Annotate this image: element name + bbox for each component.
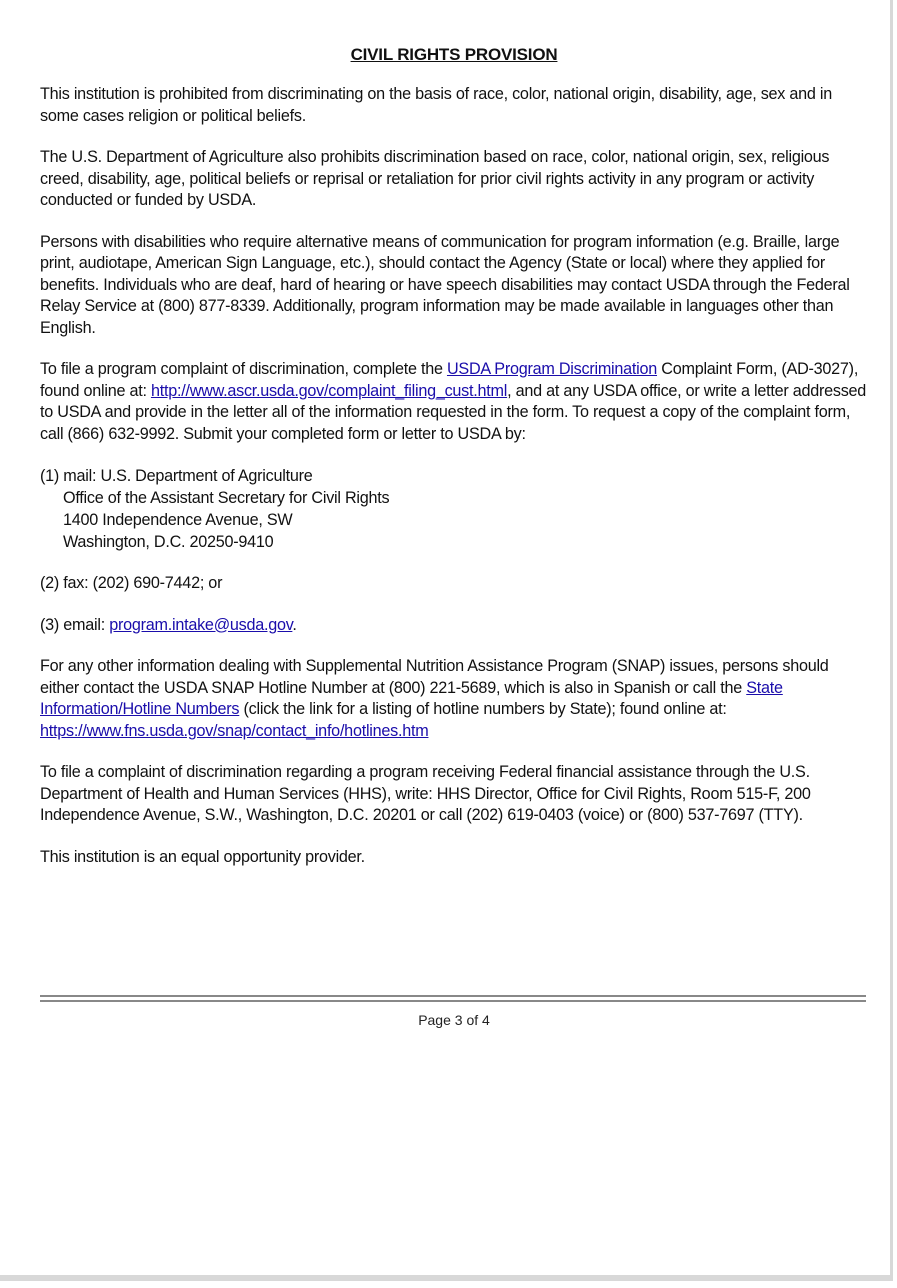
ascr-url-link[interactable]: http://www.ascr.usda.gov/complaint_filing_cust.html <box>150 381 508 400</box>
text-segment: (click the link for a listing of hotline numbers by State); found online at: <box>239 700 727 718</box>
paragraph-equal-opportunity: This institution is an equal opportunity provider. <box>40 847 365 866</box>
paragraph-snap-info <box>40 656 868 742</box>
mail-address-block <box>40 465 868 553</box>
state-hotline-link[interactable]: State Information/Hotline Numbers <box>40 678 783 718</box>
text-segment: To file a program complaint of discrimination, complete the <box>40 360 447 378</box>
email-line <box>40 615 868 637</box>
mail-line: 1400 Independence Avenue, SW <box>63 511 293 529</box>
paragraph-disabilities: Persons with disabilities who require alternative means of communication for program information (e.g. Braille, large print, audiotape, American Sign Language, etc.), should contact the Agency (State or local) where they applied for benefits. Individuals who are deaf, hard of hearing or have speech disabilities may contact USDA through the Federal Relay Service at (800) 877-8339. Additionally, program information may be made available in languages other than English. <box>40 232 850 337</box>
paragraph-prohibition: This institution is prohibited from discriminating on the basis of race, color, national origin, disability, age, sex and in some cases religion or political beliefs. <box>40 85 832 125</box>
page-title: CIVIL RIGHTS PROVISION <box>350 45 558 64</box>
email-link[interactable]: program.intake@usda.gov <box>109 615 293 634</box>
paragraph-file-complaint <box>40 359 868 445</box>
text-segment: For any other information dealing with Supplemental Nutrition Assistance Program (SNAP) issues, persons should either contact the USDA SNAP Hotline Number at (800) 221-5689, which is also in Spanish or call the <box>40 657 829 697</box>
paragraph-usda-prohibits: The U.S. Department of Agriculture also prohibits discrimination based on race, color, national origin, sex, religious creed, disability, age, political beliefs or reprisal or retaliation for prior civil rights activity in any program or activity conducted or funded by USDA. <box>40 148 830 209</box>
fax-line: (2) fax: (202) 690-7442; or <box>40 574 223 592</box>
footer-divider <box>40 995 866 1002</box>
text-segment: , and at any USDA office, or write a letter addressed to USDA and provide in the letter all of the information requested in the form. To request a copy of the complaint form, call (866) 632-9992. Submit your completed form or letter to USDA by: <box>40 381 867 443</box>
complaint-form-link[interactable]: USDA Program Discrimination <box>446 360 658 378</box>
mail-line: (1) mail: U.S. Department of Agriculture <box>40 467 313 485</box>
document-body <box>40 44 868 888</box>
text-segment: Complaint Form, (AD-3027), found online at: <box>40 360 859 400</box>
paragraph-hhs-complaint: To file a complaint of discrimination regarding a program receiving Federal financial assistance through the U.S. Department of Health and Human Services (HHS), write: HHS Director, Office for Civil Rights, Room 515-F, 200 Independence Avenue, S.W., Washington, D.C. 20201 or call (202) 619-0403 (voice) or (800) 537-7697 (TTY). <box>40 763 811 824</box>
mail-line: Office of the Assistant Secretary for Civil Rights <box>63 489 390 507</box>
mail-line: Washington, D.C. 20250-9410 <box>63 533 274 551</box>
text-segment: . <box>292 615 297 634</box>
text-segment: (3) email: <box>40 615 110 634</box>
page-number: Page 3 of 4 <box>418 1012 490 1028</box>
fns-hotlines-url-link[interactable]: https://www.fns.usda.gov/snap/contact_info/hotlines.htm <box>40 721 429 740</box>
